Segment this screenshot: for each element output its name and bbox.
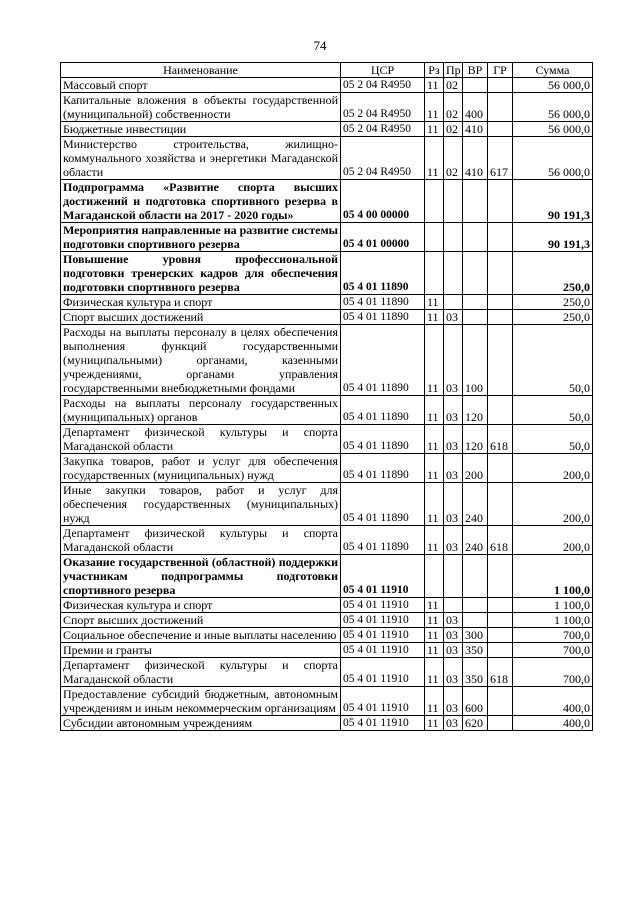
cell-csr: 05 4 01 11910 (341, 687, 425, 716)
column-header-vr: ВР (463, 63, 488, 78)
cell-rz: 11 (425, 613, 444, 628)
cell-vr: 600 (463, 687, 488, 716)
cell-name: Физическая культура и спорт (61, 598, 341, 613)
cell-vr: 120 (463, 396, 488, 425)
cell-vr (463, 223, 488, 252)
cell-pr (444, 295, 463, 310)
cell-pr: 02 (444, 137, 463, 180)
cell-name: Иные закупки товаров, работ и услуг для обеспечения государственных (муниципальных) нужд (61, 483, 341, 526)
cell-name: Оказание государственной (областной) поддержки участникам подпрограммы подготовки спортивного резерва (61, 555, 341, 598)
cell-rz: 11 (425, 483, 444, 526)
cell-sum: 50,0 (513, 396, 593, 425)
table-body (61, 78, 593, 731)
cell-csr: 05 4 01 11890 (341, 325, 425, 396)
cell-vr: 240 (463, 526, 488, 555)
cell-rz: 11 (425, 687, 444, 716)
table-row (61, 716, 593, 731)
table-row (61, 223, 593, 252)
cell-csr: 05 4 01 11910 (341, 613, 425, 628)
cell-name: Министерство строительства, жилищно-коммунального хозяйства и энергетики Магаданской области (61, 137, 341, 180)
cell-sum: 400,0 (513, 687, 593, 716)
table-row (61, 598, 593, 613)
column-header-csr: ЦСР (341, 63, 425, 78)
column-header-name: Наименование (61, 63, 341, 78)
cell-pr: 02 (444, 122, 463, 137)
cell-name: Массовый спорт (61, 78, 341, 93)
table-row (61, 658, 593, 687)
cell-pr: 03 (444, 396, 463, 425)
cell-name: Расходы на выплаты персоналу государственных (муниципальных) органов (61, 396, 341, 425)
column-header-gr: ГР (488, 63, 513, 78)
cell-name: Департамент физической культуры и спорта Магаданской области (61, 526, 341, 555)
cell-csr: 05 4 01 11890 (341, 425, 425, 454)
cell-rz: 11 (425, 93, 444, 122)
cell-name: Закупка товаров, работ и услуг для обеспечения государственных (муниципальных) нужд (61, 454, 341, 483)
cell-gr (488, 716, 513, 731)
cell-sum: 200,0 (513, 526, 593, 555)
cell-vr: 410 (463, 122, 488, 137)
cell-pr (444, 223, 463, 252)
cell-rz: 11 (425, 526, 444, 555)
cell-rz: 11 (425, 325, 444, 396)
cell-csr: 05 4 01 11910 (341, 716, 425, 731)
cell-rz (425, 555, 444, 598)
cell-gr (488, 93, 513, 122)
table-row (61, 325, 593, 396)
cell-pr: 03 (444, 325, 463, 396)
table-row (61, 122, 593, 137)
cell-sum: 700,0 (513, 658, 593, 687)
cell-sum: 56 000,0 (513, 78, 593, 93)
cell-pr: 02 (444, 93, 463, 122)
cell-sum: 56 000,0 (513, 93, 593, 122)
cell-rz: 11 (425, 598, 444, 613)
cell-csr: 05 4 01 11890 (341, 295, 425, 310)
cell-gr: 618 (488, 658, 513, 687)
cell-vr: 400 (463, 93, 488, 122)
table-row (61, 78, 593, 93)
table-row (61, 643, 593, 658)
cell-vr (463, 78, 488, 93)
cell-pr: 03 (444, 628, 463, 643)
cell-sum: 56 000,0 (513, 122, 593, 137)
cell-rz (425, 180, 444, 223)
cell-vr (463, 295, 488, 310)
table-row (61, 526, 593, 555)
cell-vr (463, 598, 488, 613)
column-header-sum: Сумма (513, 63, 593, 78)
cell-name: Повышение уровня профессиональной подготовки тренерских кадров для обеспечения подготовки спортивного резерва (61, 252, 341, 295)
cell-name: Предоставление субсидий бюджетным, автономным учреждениям и иным некоммерческим организациям (61, 687, 341, 716)
cell-vr (463, 613, 488, 628)
cell-rz: 11 (425, 643, 444, 658)
cell-pr: 03 (444, 658, 463, 687)
cell-sum: 50,0 (513, 325, 593, 396)
cell-rz (425, 223, 444, 252)
table-row (61, 628, 593, 643)
cell-pr (444, 555, 463, 598)
cell-vr: 300 (463, 628, 488, 643)
table-row (61, 687, 593, 716)
table-row (61, 613, 593, 628)
cell-vr: 120 (463, 425, 488, 454)
cell-rz: 11 (425, 396, 444, 425)
cell-csr: 05 4 01 11910 (341, 628, 425, 643)
cell-pr (444, 252, 463, 295)
cell-pr: 03 (444, 454, 463, 483)
cell-vr (463, 180, 488, 223)
cell-csr: 05 4 01 11910 (341, 555, 425, 598)
table-row (61, 180, 593, 223)
cell-name: Спорт высших достижений (61, 310, 341, 325)
cell-rz: 11 (425, 454, 444, 483)
cell-gr (488, 180, 513, 223)
cell-vr: 410 (463, 137, 488, 180)
cell-sum: 700,0 (513, 628, 593, 643)
cell-vr: 240 (463, 483, 488, 526)
cell-gr (488, 295, 513, 310)
cell-name: Подпрограмма «Развитие спорта высших достижений и подготовка спортивного резерва в Магаданской области на 2017 - 2020 годы» (61, 180, 341, 223)
cell-gr (488, 628, 513, 643)
budget-table (60, 62, 593, 731)
cell-vr: 200 (463, 454, 488, 483)
cell-vr: 350 (463, 658, 488, 687)
cell-pr: 03 (444, 687, 463, 716)
cell-gr (488, 396, 513, 425)
cell-name: Субсидии автономным учреждениям (61, 716, 341, 731)
cell-name: Департамент физической культуры и спорта Магаданской области (61, 658, 341, 687)
cell-pr: 03 (444, 613, 463, 628)
cell-gr (488, 555, 513, 598)
cell-pr (444, 180, 463, 223)
cell-sum: 700,0 (513, 643, 593, 658)
cell-gr (488, 613, 513, 628)
cell-gr (488, 325, 513, 396)
cell-vr (463, 310, 488, 325)
cell-name: Мероприятия направленные на развитие системы подготовки спортивного резерва (61, 223, 341, 252)
table-row (61, 252, 593, 295)
cell-csr: 05 2 04 R4950 (341, 122, 425, 137)
cell-sum: 250,0 (513, 295, 593, 310)
cell-name: Спорт высших достижений (61, 613, 341, 628)
column-header-pr: Пр (444, 63, 463, 78)
cell-sum: 400,0 (513, 716, 593, 731)
table-row (61, 310, 593, 325)
cell-rz: 11 (425, 122, 444, 137)
cell-vr (463, 252, 488, 295)
cell-pr (444, 598, 463, 613)
cell-gr (488, 223, 513, 252)
cell-rz: 11 (425, 310, 444, 325)
cell-name: Физическая культура и спорт (61, 295, 341, 310)
cell-sum: 250,0 (513, 252, 593, 295)
cell-sum: 90 191,3 (513, 180, 593, 223)
cell-pr: 02 (444, 78, 463, 93)
cell-gr (488, 598, 513, 613)
table-header-row (61, 63, 593, 78)
cell-rz: 11 (425, 137, 444, 180)
cell-sum: 50,0 (513, 425, 593, 454)
cell-gr: 617 (488, 137, 513, 180)
cell-name: Социальное обеспечение и иные выплаты населению (61, 628, 341, 643)
cell-gr: 618 (488, 425, 513, 454)
cell-vr (463, 555, 488, 598)
cell-gr: 618 (488, 526, 513, 555)
cell-sum: 90 191,3 (513, 223, 593, 252)
cell-rz: 11 (425, 425, 444, 454)
table-row (61, 137, 593, 180)
page-number: 74 (313, 38, 327, 53)
cell-csr: 05 4 01 11910 (341, 643, 425, 658)
cell-sum: 1 100,0 (513, 598, 593, 613)
cell-rz: 11 (425, 658, 444, 687)
cell-sum: 1 100,0 (513, 555, 593, 598)
cell-sum: 56 000,0 (513, 137, 593, 180)
cell-pr: 03 (444, 425, 463, 454)
cell-gr (488, 454, 513, 483)
cell-csr: 05 4 01 11890 (341, 252, 425, 295)
table-row (61, 295, 593, 310)
table-row (61, 555, 593, 598)
table-row (61, 93, 593, 122)
cell-rz: 11 (425, 716, 444, 731)
cell-csr: 05 4 01 11890 (341, 454, 425, 483)
cell-csr: 05 4 01 11890 (341, 483, 425, 526)
cell-csr: 05 4 01 11910 (341, 658, 425, 687)
cell-sum: 200,0 (513, 483, 593, 526)
cell-csr: 05 4 01 11890 (341, 526, 425, 555)
cell-csr: 05 2 04 R4950 (341, 93, 425, 122)
cell-pr: 03 (444, 716, 463, 731)
cell-gr (488, 122, 513, 137)
cell-gr (488, 643, 513, 658)
cell-rz: 11 (425, 628, 444, 643)
cell-vr: 620 (463, 716, 488, 731)
cell-gr (488, 252, 513, 295)
cell-sum: 200,0 (513, 454, 593, 483)
table-row (61, 454, 593, 483)
cell-vr: 100 (463, 325, 488, 396)
cell-pr: 03 (444, 526, 463, 555)
cell-rz: 11 (425, 78, 444, 93)
cell-sum: 250,0 (513, 310, 593, 325)
cell-gr (488, 310, 513, 325)
table-row (61, 425, 593, 454)
cell-csr: 05 2 04 R4950 (341, 137, 425, 180)
cell-pr: 03 (444, 310, 463, 325)
cell-csr: 05 4 01 11890 (341, 310, 425, 325)
cell-pr: 03 (444, 483, 463, 526)
cell-rz: 11 (425, 295, 444, 310)
cell-csr: 05 4 01 00000 (341, 223, 425, 252)
cell-name: Департамент физической культуры и спорта Магаданской области (61, 425, 341, 454)
cell-pr: 03 (444, 643, 463, 658)
cell-gr (488, 78, 513, 93)
cell-name: Бюджетные инвестиции (61, 122, 341, 137)
table-row (61, 483, 593, 526)
cell-csr: 05 4 01 11910 (341, 598, 425, 613)
cell-gr (488, 483, 513, 526)
cell-csr: 05 4 00 00000 (341, 180, 425, 223)
cell-name: Капитальные вложения в объекты государственной (муниципальной) собственности (61, 93, 341, 122)
cell-sum: 1 100,0 (513, 613, 593, 628)
cell-name: Расходы на выплаты персоналу в целях обеспечения выполнения функций государственными (муниципальными) органами, казенными учреждениями, органами управления государственными внебюджетными фондами (61, 325, 341, 396)
cell-csr: 05 2 04 R4950 (341, 78, 425, 93)
cell-vr: 350 (463, 643, 488, 658)
cell-csr: 05 4 01 11890 (341, 396, 425, 425)
column-header-rz: Рз (425, 63, 444, 78)
table-row (61, 396, 593, 425)
cell-rz (425, 252, 444, 295)
cell-name: Премии и гранты (61, 643, 341, 658)
cell-gr (488, 687, 513, 716)
